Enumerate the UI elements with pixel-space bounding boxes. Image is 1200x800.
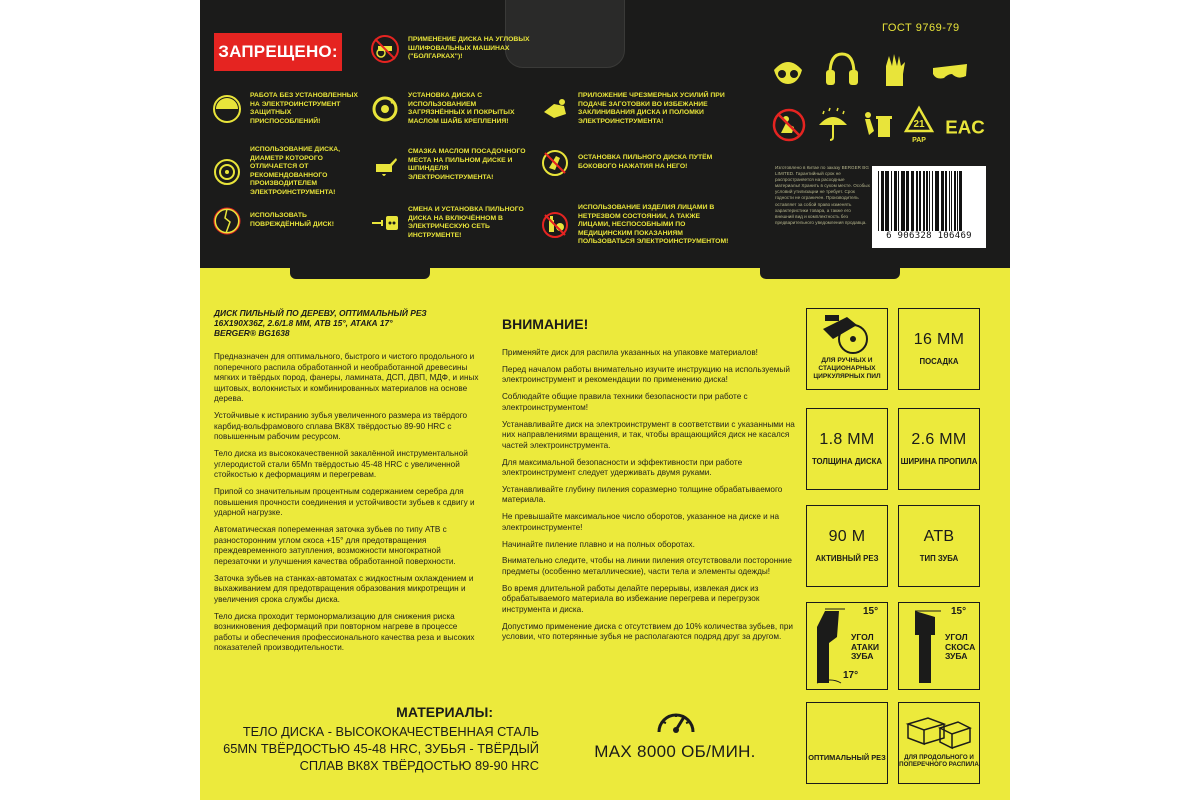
forbidden-text: УСТАНОВКА ДИСКА С ИСПОЛЬЗОВАНИЕМ ЗАГРЯЗНЁННЫХ И ПОКРЫТЫХ МАСЛОМ ШАЙБ КРЕПЛЕНИЯ! (408, 92, 515, 125)
attention-item: Перед началом работы внимательно изучите инструкцию на используемый электроинструмент и рекомендации по применению диска! (502, 364, 790, 385)
wood-blocks-icon (904, 706, 974, 752)
attention-item: Для максимальной безопасности и эффективности при работе электроинструмент следует удерживать двумя руками. (502, 457, 743, 478)
forbidden-text: ПРИМЕНЕНИЕ ДИСКА НА УГЛОВЫХ ШЛИФОВАЛЬНЫХ МАШИНАХ ("БОЛГАРКАХ")! (408, 36, 530, 61)
keep-from-children-icon (772, 105, 806, 145)
circular-saw-icon (817, 309, 877, 357)
spec-kerf-label: ШИРИНА ПРОПИЛА (900, 457, 978, 466)
attention-item: Во время длительной работы делайте перерывы, извлекая диск из обрабатываемого материала во избежание перегрева и перегрузок инструмента и диска. (502, 583, 760, 614)
forbidden-text: ИСПОЛЬЗОВАНИЕ ДИСКА, ДИАМЕТР КОТОРОГО ОТЛИЧАЕТСЯ ОТ РЕКОМЕНДОВАННОГО ПРОИЗВОДИТЕЛЕМ ЭЛЕКТРОИНСТРУМЕНТА! (250, 146, 341, 196)
speedometer-icon (655, 704, 697, 736)
spec-bore (898, 308, 980, 390)
gost-standard: ГОСТ 9769-79 (882, 22, 960, 34)
respirator-icon (768, 50, 808, 90)
forbidden-item (212, 206, 362, 236)
product-model: BERGER® BG1638 (214, 328, 290, 338)
attention-column (502, 348, 798, 649)
optimal-cut-icon (817, 707, 877, 747)
forbidden-text: СМАЗКА МАСЛОМ ПОСАДОЧНОГО МЕСТА НА ПИЛЬНОМ ДИСКЕ И ШПИНДЕЛЯ ЭЛЕКТРОИНСТРУМЕНТА! (408, 148, 526, 181)
attention-item: Внимательно следите, чтобы на линии пиления отсутствовали посторонние предметы (особенно металлические), части тела и элементы одежды! (502, 556, 792, 576)
description-paragraph: Предназначен для оптимального, быстрого и чистого продольного и поперечного распила обработанной и необработанной древесины мягких и твёрдых пород, фанеры, ламината, ДСП, ДВП, МДФ, и иных щитовых, волокнистых и комбинированных материалов на основе дерева. (214, 352, 479, 404)
no-guard-icon (212, 94, 242, 124)
spec-kerf-value: 2.6 ММ (911, 431, 967, 448)
materials-line: СПЛАВ ВК8Х ТВЁРДОСТЬЮ 89-90 HRC (299, 758, 539, 773)
spec-active-cut (806, 505, 888, 587)
spec-tooth-type (898, 505, 980, 587)
description-paragraph: Заточка зубьев на станках-автоматах с жидкостным охлаждением и выхаживанием для предотвращения образования микротрещин и увеличения срока службы диска. (214, 573, 474, 604)
recycling-icon (902, 105, 936, 145)
warning-panel (200, 0, 1010, 268)
tooth-bevel-angle-icon (905, 607, 945, 687)
description-paragraph: Тело диска из высококачественной закалённой инструментальной углеродистой стали 65Mn твёрдостью 45-48 HRC с увеличенной стойкостью к деформациям и перегревам. (214, 449, 468, 480)
attention-item: Не превышайте максимальное число оборотов, указанное на диске и на электроинструменте! (502, 512, 780, 532)
spec-saw-type-label: ДЛЯ РУЧНЫХ И СТАЦИОНАРНЫХ ЦИРКУЛЯРНЫХ ПИЛ (813, 357, 881, 380)
manufacturer-info: Изготовлено в Китае по заказу BERGER BG LIMITED. Гарантийный срок не распространяется на расходные материалы! Хранить в сухом месте. Особых условий утилизации не требует. Срок годности не ограничен. Производитель оставляет за собой право изменять характеристики товара, а также его внешний вид и комплектность без предварительного уведомления продавца. (775, 165, 870, 225)
attention-item: Начинайте пиление плавно и на полных оборотах. (502, 539, 695, 549)
forbidden-text: ПРИЛОЖЕНИЕ ЧРЕЗМЕРНЫХ УСИЛИЙ ПРИ ПОДАЧЕ ЗАГОТОВКИ ВО ИЗБЕЖАНИЕ ЗАКЛИНИВАНИЯ ДИСКА И ПОЛОМКИ ЭЛЕКТРОИНСТРУМЕНТА! (578, 92, 725, 125)
forbidden-text: ИСПОЛЬЗОВАТЬ ПОВРЕЖДЁННЫЙ ДИСК! (250, 212, 334, 228)
attention-item: Допустимо применение диска с отсутствием до 10% количества зубьев, при условии, что потерянные зубья не располагаются подряд друг за другом. (502, 621, 793, 642)
keep-dry-icon (816, 105, 850, 145)
spec-bore-label: ПОСАДКА (919, 357, 959, 366)
spec-kerf (898, 408, 980, 490)
spec-saw-type (806, 308, 888, 390)
spec-active-cut-label: АКТИВНЫЙ РЕЗ (815, 554, 879, 563)
barcode-digits: 6 906328 106469 (886, 231, 972, 241)
forbidden-text: РАБОТА БЕЗ УСТАНОВЛЕННЫХ НА ЭЛЕКТРОИНСТРУМЕНТ ЗАЩИТНЫХ ПРИСПОСОБЛЕНИЙ! (250, 92, 358, 125)
flap-tab-left (290, 255, 430, 279)
recycle-code: PAP (912, 137, 926, 144)
forbidden-item (540, 204, 730, 247)
attention-item: Применяйте диск для распила указанных на упаковке материалов! (502, 348, 758, 357)
spec-rip-cross (898, 702, 980, 784)
bevel-angle-label: УГОЛ СКОСА ЗУБА (945, 632, 976, 661)
bevel-angle: 15° (951, 606, 967, 617)
dirty-washer-icon (370, 94, 400, 124)
ear-protection-icon (822, 50, 862, 90)
materials-block (214, 704, 539, 774)
attention-item: Соблюдайте общие правила техники безопасности при работе с электроинструментом! (502, 392, 748, 412)
spec-thickness (806, 408, 888, 490)
spec-rip-cross-label: ДЛЯ ПРОДОЛЬНОГО И ПОПЕРЕЧНОГО РАСПИЛА (899, 754, 979, 769)
spec-tooth-type-label: ТИП ЗУБА (919, 554, 959, 563)
description-paragraph: Устойчивые к истиранию зубья увеличенного размера из твёрдого карбид-вольфрамового сплава ВК8Х твёрдостью 89-90 HRC с повышенным рабочим ресурсом. (214, 411, 468, 442)
plugged-tool-icon (370, 208, 400, 238)
attack-top-angle: 15° (863, 606, 879, 617)
packaging-back (200, 0, 1010, 800)
forbidden-item (212, 146, 362, 198)
forbidden-item (370, 92, 530, 126)
materials-line: ТЕЛО ДИСКА - ВЫСОКОКАЧЕСТВЕННАЯ СТАЛЬ (242, 724, 539, 739)
eac-mark-icon (945, 105, 988, 145)
barcode-bar (962, 171, 964, 231)
recycle-number: 21 (913, 119, 925, 130)
forbidden-item (540, 92, 730, 126)
description-column (214, 352, 486, 660)
barcode (872, 166, 986, 248)
attack-bottom-angle: 17° (843, 670, 859, 681)
spec-thickness-label: ТОЛЩИНА ДИСКА (811, 457, 883, 466)
description-paragraph: Тело диска проходит термонормализацию для снижения риска возникновения деформаций при повторном нагреве в процессе работы и обеспечения профессионального качества реза и высоких показателей производительности. (214, 611, 475, 653)
spec-optimal-cut-label: ОПТИМАЛЬНЫЙ РЕЗ (808, 753, 886, 762)
safety-glasses-icon (930, 50, 970, 90)
flap-tab-right (760, 255, 900, 279)
materials-line: 65MN ТВЁРДОСТЬЮ 45-48 HRC, ЗУБЬЯ - ТВЁРДЫЙ (223, 741, 539, 756)
forbidden-item (370, 206, 530, 240)
forbidden-title: ЗАПРЕЩЕНО: (214, 33, 342, 71)
barcode-bars (878, 171, 980, 231)
max-rpm: MAX 8000 ОБ/МИН. (594, 742, 756, 761)
attack-angle-label: УГОЛ АТАКИ ЗУБА (851, 632, 880, 661)
angle-grinder-icon (370, 34, 400, 64)
spec-active-cut-value: 90 М (828, 528, 866, 545)
forbidden-item (212, 92, 362, 126)
no-trash-icon (860, 105, 894, 145)
product-name: ДИСК ПИЛЬНЫЙ ПО ДЕРЕВУ, ОПТИМАЛЬНЫЙ РЕЗ 16X190X36Z, 2.6/1.8 ММ, ATB 15°, АТАКА 17° (214, 308, 427, 328)
intoxicated-person-icon (540, 210, 570, 240)
forbidden-text: СМЕНА И УСТАНОВКА ПИЛЬНОГО ДИСКА НА ВКЛЮЧЁННОМ В ЭЛЕКТРИЧЕСКУЮ СЕТЬ ИНСТРУМЕНТЕ! (408, 206, 524, 239)
forbidden-text: ОСТАНОВКА ПИЛЬНОГО ДИСКА ПУТЁМ БОКОВОГО НАЖАТИЯ НА НЕГО! (578, 154, 713, 170)
eac-mark: EAC (945, 116, 985, 138)
spec-attack-angle (806, 602, 888, 690)
excess-force-icon (540, 94, 570, 124)
spec-bevel-angle (898, 602, 980, 690)
gloves-icon (876, 50, 916, 90)
forbidden-item (370, 34, 530, 64)
description-paragraph: Припой со значительным процентным содержанием серебра для повышения прочности соединения и устойчивости зубьев к сдвигу и ударной нагрузке. (214, 487, 475, 518)
forbidden-item (540, 148, 730, 178)
attention-item: Устанавливайте диск на электроинструмент в соответствии с указанными на них направлениями вращения, и так, чтобы вращающийся диск не касался частей электроинструмента. (502, 419, 795, 450)
spec-bore-value: 16 ММ (913, 331, 965, 348)
product-title (214, 308, 469, 338)
side-press-icon (540, 148, 570, 178)
attention-item: Устанавливайте глубину пиления соразмерно толщине обрабатываемого материала. (502, 484, 783, 505)
description-paragraph: Автоматическая попеременная заточка зубьев по типу ATB с разносторонним углом скоса +15° для предотвращения преждевременного затупления, возможности многократной перезаточки и улучшения качества обработанной поверхности. (214, 525, 456, 566)
materials-title: МАТЕРИАЛЫ: (396, 704, 493, 720)
damaged-disc-icon (212, 206, 242, 236)
forbidden-item (370, 148, 530, 182)
forbidden-text: ИСПОЛЬЗОВАНИЕ ИЗДЕЛИЯ ЛИЦАМИ В НЕТРЕЗВОМ СОСТОЯНИИ, А ТАКЖЕ ЛИЦАМИ, НЕСПОСОБНЫМИ ПО МЕДИЦИНСКИМ ПОКАЗАНИЯМ ПОЛЬЗОВАТЬСЯ ЭЛЕКТРОИНСТРУМЕНТОМ! (578, 204, 729, 246)
spec-tooth-type-value: ATB (923, 528, 955, 545)
spec-thickness-value: 1.8 ММ (819, 431, 875, 448)
wrong-diameter-icon (212, 157, 242, 187)
oil-can-icon (370, 150, 400, 180)
attention-title: ВНИМАНИЕ! (502, 316, 589, 332)
spec-optimal-cut (806, 702, 888, 784)
